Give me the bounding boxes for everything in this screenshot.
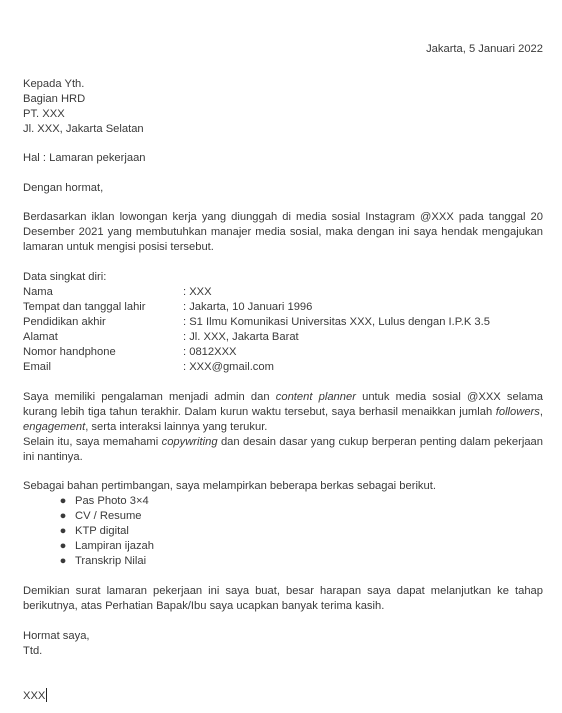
sign-off-line: Hormat saya, [23,630,90,642]
bio-value: : XXX@gmail.com [183,361,274,373]
bio-row [23,300,543,315]
recipient-address [23,77,543,137]
letter-date: Jakarta, 5 Januari 2022 [426,43,543,55]
list-item [23,554,543,569]
experience-emphasis: followers [495,406,540,418]
attachment-label: KTP digital [75,525,129,537]
list-item [23,494,543,509]
bullet-icon: ● [59,555,67,567]
bio-label: Email [23,361,51,373]
recipient-line: PT. XXX [23,108,65,120]
skills-emphasis: copywriting [161,436,218,448]
list-item [23,524,543,539]
bio-value: : XXX [183,286,212,298]
bio-row [23,345,543,360]
bio-value: : S1 Ilmu Komunikasi Universitas XXX, Lulus dengan I.P.K 3.5 [183,316,490,328]
signature-field[interactable] [23,688,47,704]
bio-label: Nomor handphone [23,346,116,358]
bio-row [23,285,543,300]
bullet-icon: ● [59,510,67,522]
attachment-label: CV / Resume [75,510,142,522]
bio-value: : Jakarta, 10 Januari 1996 [183,301,313,313]
greeting: Dengan hormat, [23,182,104,194]
experience-emphasis: content planner [275,391,356,403]
skills-text: dan desain dasar yang cukup berperan penting dalam pekerjaan ini nantinya. [23,436,543,463]
attachments-list [23,494,543,569]
closing-paragraph: Demikian surat lamaran pekerjaan ini saya buat, besar harapan saya dapat melanjutkan ke tahap berikutnya, atas Perhatian Bapak/Ibu saya ucapkan banyak terima kasih. [23,585,543,612]
bio-label: Tempat dan tanggal lahir [23,301,146,313]
bio-label: Alamat [23,331,58,343]
list-item [23,509,543,524]
attachments-intro: Sebagai bahan pertimbangan, saya melampirkan beberapa berkas sebagai berikut. [23,480,436,492]
list-item [23,539,543,554]
bio-row [23,360,543,375]
sign-off [23,629,543,659]
bio-value: : Jl. XXX, Jakarta Barat [183,331,299,343]
bullet-icon: ● [59,495,67,507]
bullet-icon: ● [59,540,67,552]
bio-label: Pendidikan akhir [23,316,106,328]
signature-name: XXX [23,690,46,702]
experience-text: , [539,406,543,418]
text-cursor [46,688,47,702]
recipient-line: Jl. XXX, Jakarta Selatan [23,123,144,135]
bullet-icon: ● [59,525,67,537]
bio-row [23,330,543,345]
recipient-line: Kepada Yth. [23,78,85,90]
attachment-label: Pas Photo 3×4 [75,495,149,507]
bio-value: : 0812XXX [183,346,237,358]
experience-text: Saya memiliki pengalaman menjadi admin dan [23,391,276,403]
experience-emphasis: engagement [23,421,86,433]
recipient-line: Bagian HRD [23,93,86,105]
experience-paragraph [23,390,543,435]
intro-paragraph: Berdasarkan iklan lowongan kerja yang diunggah di media sosial Instagram @XXX pada tanggal 20 Desember 2021 yang membutuhkan manajer media sosial, maka dengan ini saya hendak mengajukan lamaran untuk mengisi posisi tersebut. [23,211,543,253]
experience-text: untuk media sosial @XXX selama kurang lebih tiga tahun terakhir. Dalam kurun waktu tersebut, saya berhasil menaikkan jumlah [23,391,543,418]
skills-paragraph [23,435,543,465]
bio-title: Data singkat diri: [23,271,107,283]
sign-off-line: Ttd. [23,645,43,657]
bio-table [23,285,543,375]
attachment-label: Transkrip Nilai [75,555,147,567]
experience-text: , serta interaksi lainnya yang terukur. [85,421,268,433]
attachment-label: Lampiran ijazah [75,540,154,552]
bio-label: Nama [23,286,53,298]
bio-row [23,315,543,330]
skills-text: Selain itu, saya memahami [23,436,162,448]
letter-subject: Hal : Lamaran pekerjaan [23,152,146,164]
